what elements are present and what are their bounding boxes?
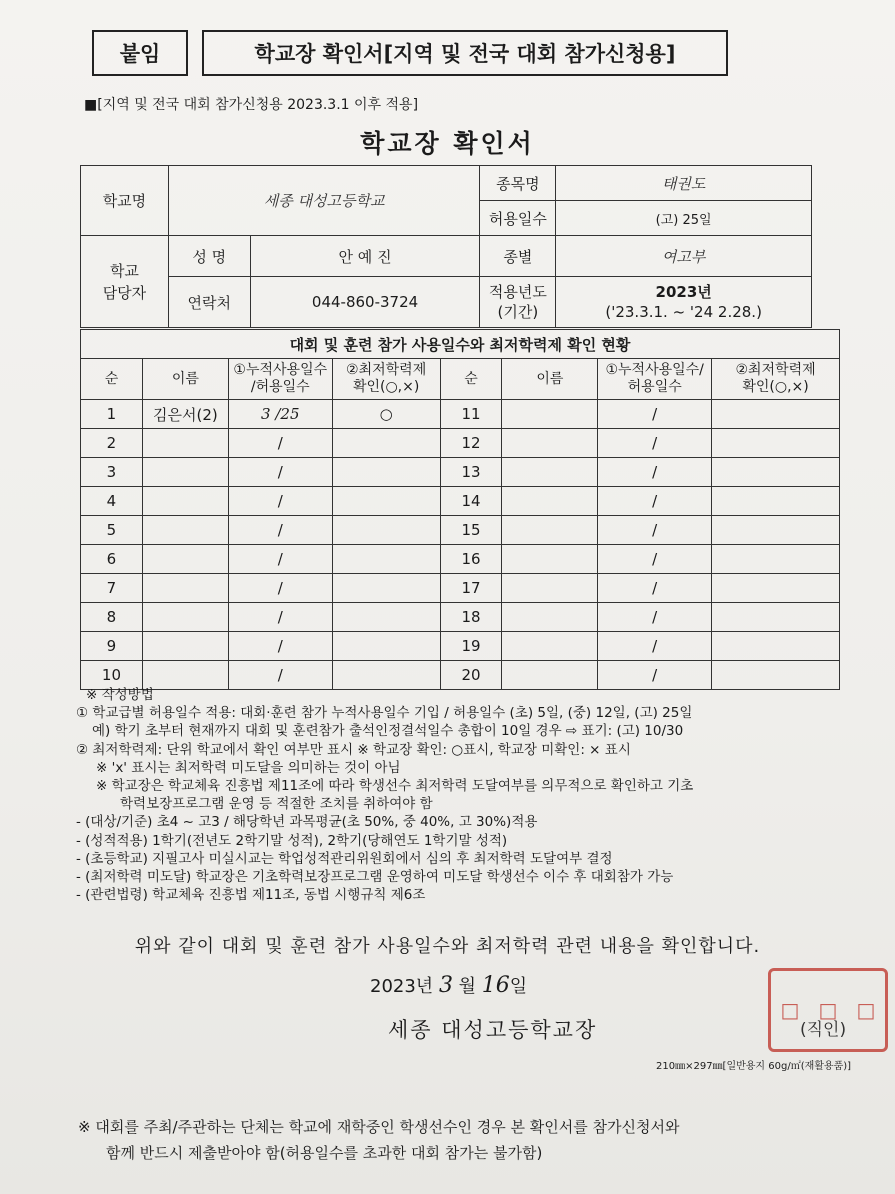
row-no: 7 xyxy=(81,574,143,603)
col-no: 순 xyxy=(81,359,143,400)
row-name xyxy=(142,574,228,603)
note-line: 예) 학기 초부터 현재까지 대회 및 훈련참가 출석인정결석일수 총합이 10일 경우 ⇨ 표기: (고) 10/30 xyxy=(92,723,684,740)
category-label: 종별 xyxy=(480,236,556,277)
row-no: 10 xyxy=(81,661,143,690)
col-min-grade-2: ②최저학력제 확인(○,×) xyxy=(712,359,840,400)
row-name-2 xyxy=(502,487,598,516)
table-row xyxy=(81,429,840,458)
school-value: 세종 대성고등학교 xyxy=(168,166,480,236)
seal-glyph: □ xyxy=(856,998,876,1022)
row-no: 4 xyxy=(81,487,143,516)
col-min-grade: ②최저학력제 확인(○,×) xyxy=(332,359,440,400)
row-min-grade-2 xyxy=(712,545,840,574)
days-label: 허용일수 xyxy=(480,201,556,236)
paper-spec: 210㎜×297㎜[일반용지 60g/㎡(재활용품)] xyxy=(656,1061,852,1072)
row-name xyxy=(142,545,228,574)
row-min-grade: ○ xyxy=(332,400,440,429)
note-line: - (성적적용) 1학기(전년도 2학기말 성적), 2학기(당해연도 1학기말 성적) xyxy=(76,832,508,849)
manager-label: 학교 담당자 xyxy=(81,236,169,328)
form-title: 학교장 확인서 xyxy=(360,129,535,158)
note-line: - (관련법령) 학교체육 진흥법 제11조, 동법 시행규칙 제6조 xyxy=(76,887,426,904)
seal-note: (직인) xyxy=(800,1020,847,1040)
row-name-2 xyxy=(502,516,598,545)
date-month-unit: 월 xyxy=(458,976,477,997)
row-no: 5 xyxy=(81,516,143,545)
table-row xyxy=(81,632,840,661)
row-days-2: / xyxy=(598,545,712,574)
row-name xyxy=(142,603,228,632)
table-row xyxy=(81,487,840,516)
row-no-2: 11 xyxy=(440,400,502,429)
row-name xyxy=(142,458,228,487)
note-line: ※ 학교장은 학교체육 진흥법 제11조에 따라 학생선수 최저학력 도달여부를 의무적으로 확인하고 기초 xyxy=(96,778,694,795)
signature-date xyxy=(370,972,527,998)
col-name-2: 이름 xyxy=(502,359,598,400)
col-name: 이름 xyxy=(142,359,228,400)
row-no-2: 20 xyxy=(440,661,502,690)
row-days: / xyxy=(228,516,332,545)
row-name-2 xyxy=(502,458,598,487)
usage-subheading: ■[지역 및 전국 대회 참가신청용 2023.3.1 이후 적용] xyxy=(84,97,419,113)
contact-value: 044-860-3724 xyxy=(250,277,480,328)
attachment-tag: 붙임 xyxy=(92,30,188,76)
row-days: / xyxy=(228,429,332,458)
note-line: ※ 'x' 표시는 최저학력 미도달을 의미하는 것이 아님 xyxy=(96,759,401,776)
contact-label: 연락처 xyxy=(168,277,250,328)
note-line: ① 학교급별 허용일수 적용: 대회·훈련 참가 누적사용일수 기입 / 허용일수 (초) 5일, (중) 12일, (고) 25일 xyxy=(76,705,693,722)
row-min-grade xyxy=(332,458,440,487)
note-line: 학력보장프로그램 운영 등 적절한 조치를 취하여야 함 xyxy=(120,796,433,813)
row-name-2 xyxy=(502,632,598,661)
name-value: 안 예 진 xyxy=(250,236,480,277)
seal-glyph: □ xyxy=(818,998,838,1022)
date-year: 2023년 xyxy=(370,976,434,997)
table-row xyxy=(81,400,840,429)
row-days: / xyxy=(228,458,332,487)
sport-label: 종목명 xyxy=(480,166,556,201)
row-min-grade-2 xyxy=(712,574,840,603)
school-label: 학교명 xyxy=(81,166,169,236)
row-days: / xyxy=(228,603,332,632)
row-no-2: 13 xyxy=(440,458,502,487)
row-name xyxy=(142,516,228,545)
row-min-grade xyxy=(332,603,440,632)
row-days-2: / xyxy=(598,574,712,603)
category-value: 여고부 xyxy=(556,236,812,277)
row-min-grade-2 xyxy=(712,487,840,516)
date-day: 16 xyxy=(481,973,510,998)
principal-name: 세종 대성고등학교장 xyxy=(388,1018,598,1042)
row-no: 8 xyxy=(81,603,143,632)
row-days: / xyxy=(228,545,332,574)
participation-table xyxy=(80,329,840,690)
name-label: 성 명 xyxy=(168,236,250,277)
col-no-2: 순 xyxy=(440,359,502,400)
submission-note xyxy=(78,1114,878,1166)
note-line: ※ 작성방법 xyxy=(86,687,154,703)
row-no-2: 17 xyxy=(440,574,502,603)
row-name xyxy=(142,429,228,458)
writing-instructions xyxy=(76,686,856,904)
grid-section-title: 대회 및 훈련 참가 사용일수와 최저학력제 확인 현황 xyxy=(81,330,840,359)
row-name-2 xyxy=(502,429,598,458)
row-no: 9 xyxy=(81,632,143,661)
row-min-grade xyxy=(332,574,440,603)
row-min-grade-2 xyxy=(712,632,840,661)
row-min-grade xyxy=(332,632,440,661)
row-no-2: 16 xyxy=(440,545,502,574)
row-name xyxy=(142,632,228,661)
seal-glyph: □ xyxy=(780,998,800,1022)
row-name-2 xyxy=(502,400,598,429)
confirmation-statement: 위와 같이 대회 및 훈련 참가 사용일수와 최저학력 관련 내용을 확인합니다. xyxy=(134,936,761,957)
year-label: 적용년도 (기간) xyxy=(480,277,556,328)
days-value: (고) 25일 xyxy=(556,201,812,236)
row-name-2 xyxy=(502,574,598,603)
row-days-2: / xyxy=(598,458,712,487)
row-name xyxy=(142,487,228,516)
row-no-2: 19 xyxy=(440,632,502,661)
row-no-2: 12 xyxy=(440,429,502,458)
date-month: 3 xyxy=(438,973,453,998)
row-no-2: 18 xyxy=(440,603,502,632)
table-row xyxy=(81,574,840,603)
row-min-grade xyxy=(332,516,440,545)
row-min-grade-2 xyxy=(712,458,840,487)
table-row xyxy=(81,458,840,487)
row-days: / xyxy=(228,574,332,603)
row-days-2: / xyxy=(598,632,712,661)
school-info-table xyxy=(80,165,812,328)
table-row xyxy=(81,516,840,545)
row-no: 3 xyxy=(81,458,143,487)
note-line: - (최저학력 미도달) 학교장은 기초학력보장프로그램 운영하여 미도달 학생선수 이수 후 대회참가 가능 xyxy=(76,869,674,886)
row-days-2: / xyxy=(598,603,712,632)
row-days-2: / xyxy=(598,400,712,429)
row-min-grade xyxy=(332,545,440,574)
submission-note-line-1: ※ 대회를 주최/주관하는 단체는 학교에 재학중인 학생선수인 경우 본 확인서를 참가신청서와 xyxy=(78,1118,680,1136)
row-name: 김은서(2) xyxy=(142,400,228,429)
table-row xyxy=(81,545,840,574)
note-line: - (대상/기준) 초4 ~ 고3 / 해당학년 과목평균(초 50%, 중 40%, 고 30%)적용 xyxy=(76,814,538,831)
row-name-2 xyxy=(502,603,598,632)
row-no: 2 xyxy=(81,429,143,458)
row-days: / xyxy=(228,632,332,661)
col-days: ①누적사용일수 /허용일수 xyxy=(228,359,332,400)
row-name-2 xyxy=(502,545,598,574)
row-no: 6 xyxy=(81,545,143,574)
row-min-grade-2 xyxy=(712,516,840,545)
row-no-2: 15 xyxy=(440,516,502,545)
row-days: / xyxy=(228,661,332,690)
row-days: / xyxy=(228,487,332,516)
row-days-2: / xyxy=(598,661,712,690)
row-no-2: 14 xyxy=(440,487,502,516)
row-min-grade xyxy=(332,487,440,516)
col-days-2: ①누적사용일수/ 허용일수 xyxy=(598,359,712,400)
year-value: 2023년 ('23.3.1. ~ '24 2.28.) xyxy=(556,277,812,328)
row-min-grade xyxy=(332,429,440,458)
table-row xyxy=(81,603,840,632)
sport-value: 태권도 xyxy=(556,166,812,201)
row-days-2: / xyxy=(598,516,712,545)
date-day-unit: 일 xyxy=(509,976,528,997)
note-line: ② 최저학력제: 단위 학교에서 확인 여부만 표시 ※ 학교장 확인: ○표시, 학교장 미확인: × 표시 xyxy=(76,741,631,758)
note-line: - (초등학교) 지필고사 미실시교는 학업성적관리위원회에서 심의 후 최저학력 도달여부 결정 xyxy=(76,850,613,867)
row-min-grade-2 xyxy=(712,429,840,458)
row-no: 1 xyxy=(81,400,143,429)
row-days-2: / xyxy=(598,429,712,458)
row-min-grade-2 xyxy=(712,400,840,429)
submission-note-line-2: 함께 반드시 제출받아야 함(허용일수를 초과한 대회 참가는 불가함) xyxy=(106,1144,543,1162)
row-days: 3 /25 xyxy=(228,400,332,429)
row-days-2: / xyxy=(598,487,712,516)
row-min-grade-2 xyxy=(712,603,840,632)
document-heading: 학교장 확인서[지역 및 전국 대회 참가신청용] xyxy=(202,30,728,76)
